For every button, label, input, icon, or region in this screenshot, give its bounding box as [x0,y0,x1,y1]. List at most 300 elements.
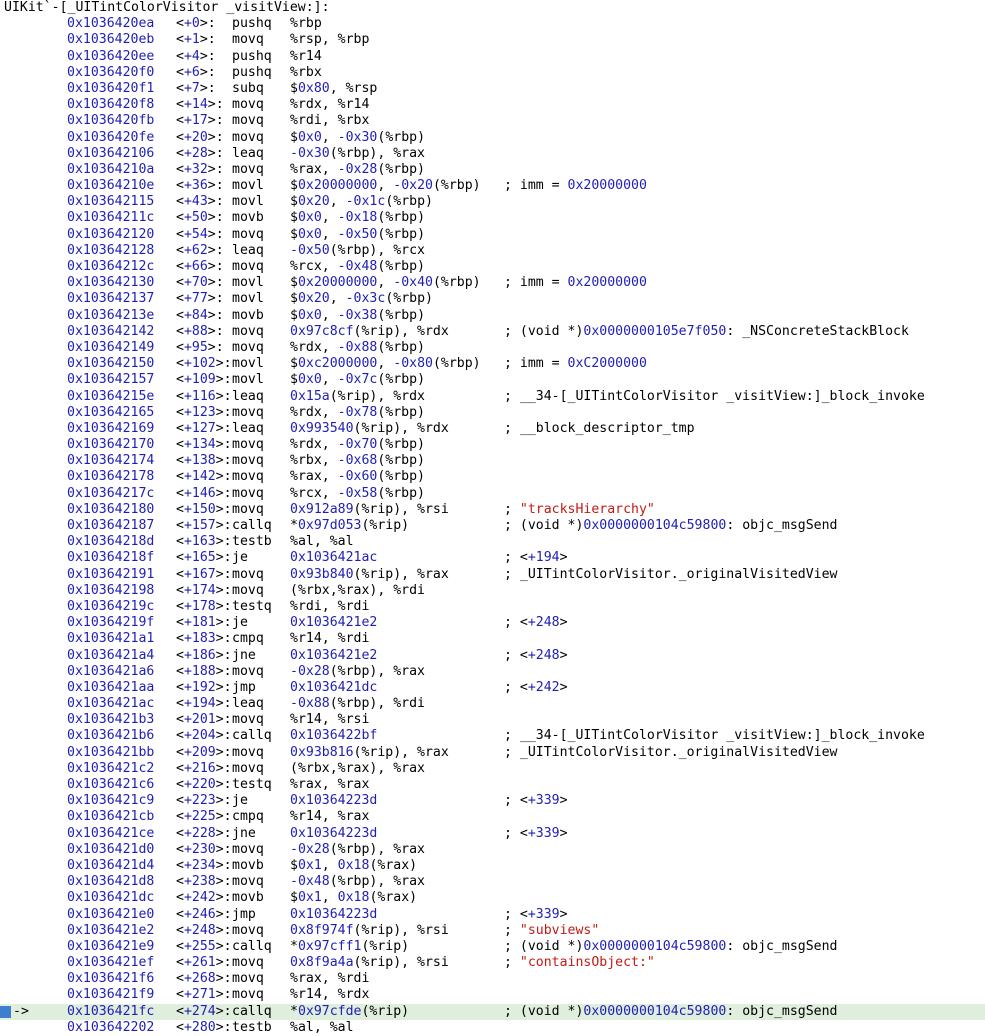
program-counter-gutter [0,1004,60,1020]
function-header: UIKit`-[_UITintColorVisitor _visitView:]: [4,0,330,15]
instruction-address: 0x1036421c9 [67,793,155,809]
instruction-offset: <+201>: [176,712,232,728]
instruction-address: 0x103642157 [67,372,155,388]
instruction-address: 0x103642106 [67,145,155,161]
instruction-mnemonic: movb [232,210,264,226]
instruction-row[interactable] [0,890,985,906]
instruction-offset: <+43>: [176,194,224,210]
instruction-address: 0x1036421f9 [67,987,155,1003]
instruction-address: 0x1036420fe [67,129,155,145]
instruction-operands: %rdx, -0x70(%rbp) [290,437,425,453]
instruction-operands: %rcx, -0x58(%rbp) [290,485,425,501]
instruction-address: 0x10364210e [67,178,155,194]
instruction-row[interactable] [0,939,985,955]
instruction-mnemonic: testb [232,1019,272,1035]
instruction-address: 0x10364218d [67,534,155,550]
instruction-mnemonic: callq [232,938,272,954]
instruction-row[interactable] [0,291,985,307]
instruction-offset: <+261>: [176,955,232,971]
instruction-operands: $0xc2000000, -0x80(%rbp) [290,356,481,372]
instruction-row[interactable] [0,113,985,129]
instruction-mnemonic: movq [232,469,264,485]
instruction-row[interactable] [0,631,985,647]
instruction-mnemonic: jne [232,647,256,663]
instruction-offset: <+192>: [176,679,232,695]
instruction-row[interactable] [0,583,985,599]
instruction-mnemonic: movq [232,841,264,857]
instruction-mnemonic: movq [232,566,264,582]
instruction-address: 0x1036421bb [67,744,155,760]
instruction-mnemonic: movl [232,275,264,291]
instruction-operands: 0x10364223d [290,793,378,809]
instruction-comment: ; __block_descriptor_tmp [504,420,695,436]
instruction-row[interactable] [0,178,985,194]
instruction-offset: <+165>: [176,550,232,566]
instruction-operands: %al, %al [290,534,354,550]
instruction-row[interactable] [0,777,985,793]
instruction-address: 0x103642178 [67,469,155,485]
instruction-row[interactable] [0,712,985,728]
instruction-comment: ; "containsObject:" [504,955,655,971]
instruction-mnemonic: movl [232,178,264,194]
instruction-mnemonic: movb [232,857,264,873]
instruction-row[interactable] [0,65,985,81]
instruction-operands: (%rbx,%rax), %rax [290,760,425,776]
instruction-row[interactable] [0,486,985,502]
instruction-address: 0x1036421e0 [67,906,155,922]
instruction-operands: %rax, %rdi [290,971,370,987]
instruction-offset: <+0>: [176,16,216,32]
instruction-row[interactable] [0,340,985,356]
instruction-address: 0x1036421e2 [67,922,155,938]
instruction-row[interactable] [0,826,985,842]
instruction-row[interactable] [0,324,985,340]
instruction-mnemonic: je [232,793,248,809]
instruction-address: 0x10364215e [67,388,155,404]
instruction-address: 0x1036421dc [67,890,155,906]
instruction-address: 0x10364210a [67,161,155,177]
instruction-mnemonic: movq [232,971,264,987]
instruction-offset: <+146>: [176,485,232,501]
instruction-row[interactable] [0,842,985,858]
instruction-operands: $0x1, 0x18(%rax) [290,890,418,906]
instruction-offset: <+20>: [176,129,224,145]
instruction-mnemonic: movl [232,194,264,210]
instruction-mnemonic: movq [232,404,264,420]
instruction-offset: <+238>: [176,874,232,890]
instruction-operands: 0x1036421e2 [290,647,378,663]
instruction-address: 0x1036421ce [67,825,155,841]
instruction-address: 0x103642120 [67,226,155,242]
instruction-mnemonic: leaq [232,145,264,161]
instruction-operands: %al, %al [290,1019,354,1035]
instruction-offset: <+77>: [176,291,224,307]
current-instruction-row[interactable] [0,1004,985,1020]
instruction-row[interactable] [0,81,985,97]
instruction-mnemonic: callq [232,728,272,744]
instruction-mnemonic: movq [232,663,264,679]
instruction-offset: <+220>: [176,777,232,792]
instruction-offset: <+116>: [176,388,232,404]
instruction-mnemonic: pushq [232,16,272,32]
instruction-operands: 0x8f9a4a(%rip), %rsi [290,955,449,971]
instruction-address: 0x1036420ee [67,48,155,64]
instruction-operands: *0x97cfde(%rip) [290,1003,410,1019]
instruction-row[interactable] [0,728,985,744]
instruction-address: 0x10364218f [67,550,155,566]
instruction-comment: ; imm = 0x20000000 [504,178,647,194]
instruction-operands: 0x93b816(%rip), %rax [290,744,449,760]
instruction-mnemonic: movq [232,161,264,177]
instruction-row[interactable] [0,405,985,421]
instruction-offset: <+234>: [176,857,232,873]
instruction-address: 0x103642165 [67,404,155,420]
instruction-address: 0x103642142 [67,323,155,339]
instruction-address: 0x1036421ac [67,696,155,712]
instruction-operands: %rdi, %rbx [290,113,370,129]
instruction-row[interactable] [0,971,985,987]
instruction-offset: <+228>: [176,825,232,841]
instruction-operands: $0x20, -0x3c(%rbp) [290,291,433,307]
instruction-operands: 0x97c8cf(%rip), %rdx [290,323,449,339]
instruction-mnemonic: jmp [232,906,256,922]
instruction-address: 0x1036421c2 [67,760,155,776]
instruction-comment: ; "tracksHierarchy" [504,501,655,517]
instruction-offset: <+123>: [176,404,232,420]
instruction-comment: ; __34-[_UITintColorVisitor _visitView:]_block_invoke [504,728,925,744]
instruction-address: 0x1036421a4 [67,647,155,663]
current-line-arrow-icon: -> [13,1003,29,1019]
instruction-comment: ; "subviews" [504,922,600,938]
instruction-offset: <+36>: [176,178,224,194]
instruction-offset: <+186>: [176,647,232,663]
instruction-address: 0x1036421a1 [67,631,155,647]
instruction-offset: <+271>: [176,987,232,1003]
instruction-row[interactable] [0,437,985,453]
instruction-mnemonic: movq [232,744,264,760]
instruction-operands: %rdi, %rdi [290,598,370,614]
instruction-row[interactable] [0,955,985,971]
instruction-mnemonic: movq [232,226,264,242]
instruction-mnemonic: movq [232,339,264,355]
instruction-mnemonic: je [232,550,248,566]
instruction-address: 0x1036421b3 [67,712,155,728]
instruction-offset: <+248>: [176,922,232,938]
instruction-address: 0x1036421aa [67,679,155,695]
instruction-comment: ; <+242> [504,679,568,695]
instruction-row[interactable] [0,809,985,825]
instruction-offset: <+174>: [176,582,232,598]
instruction-mnemonic: movq [232,501,264,517]
instruction-offset: <+230>: [176,841,232,857]
instruction-operands: %rdx, -0x78(%rbp) [290,404,425,420]
instruction-row[interactable] [0,987,985,1003]
instruction-row[interactable] [0,907,985,923]
instruction-row[interactable] [0,567,985,583]
instruction-operands: *0x97cff1(%rip) [290,938,410,954]
instruction-row[interactable] [0,599,985,615]
instruction-operands: $0x0, -0x30(%rbp) [290,129,426,145]
instruction-address: 0x10364219c [67,598,155,614]
instruction-offset: <+127>: [176,420,232,436]
instruction-operands: 0x8f974f(%rip), %rsi [290,922,449,938]
instruction-row[interactable] [0,275,985,291]
instruction-row[interactable] [0,793,985,809]
instruction-operands: -0x28(%rbp), %rax [290,841,425,857]
instruction-comment: ; _UITintColorVisitor._originalVisitedView [504,566,838,582]
instruction-operands: %rbx [290,64,322,80]
instruction-mnemonic: leaq [232,420,264,436]
instruction-mnemonic: movq [232,582,264,598]
instruction-operands: 0x912a89(%rip), %rsi [290,501,449,517]
instruction-operands: -0x50(%rbp), %rcx [290,242,425,258]
instruction-row[interactable] [0,874,985,890]
instruction-offset: <+50>: [176,210,224,226]
instruction-mnemonic: pushq [232,64,272,80]
instruction-operands: %r14, %rdx [290,987,370,1003]
instruction-row[interactable] [0,502,985,518]
instruction-row[interactable] [0,227,985,243]
instruction-row[interactable] [0,453,985,469]
instruction-offset: <+150>: [176,501,232,517]
instruction-offset: <+62>: [176,242,224,258]
instruction-offset: <+95>: [176,339,224,355]
instruction-row[interactable] [0,534,985,550]
instruction-row[interactable] [0,389,985,405]
instruction-address: 0x103642202 [67,1019,155,1035]
instruction-operands: %rbx, -0x68(%rbp) [290,453,425,469]
instruction-row[interactable] [0,923,985,939]
instruction-address: 0x103642137 [67,291,155,307]
instruction-comment: ; <+339> [504,793,568,809]
instruction-operands: %rax, -0x28(%rbp) [290,161,425,177]
instruction-offset: <+268>: [176,971,232,987]
instruction-operands: -0x28(%rbp), %rax [290,663,425,679]
instruction-operands: $0x0, -0x7c(%rbp) [290,372,426,388]
instruction-mnemonic: movq [232,113,264,129]
instruction-offset: <+4>: [176,48,216,64]
instruction-mnemonic: movq [232,485,264,501]
instruction-operands: $0x20, -0x1c(%rbp) [290,194,433,210]
instruction-offset: <+28>: [176,145,224,161]
instruction-row[interactable] [0,1020,985,1036]
instruction-address: 0x103642169 [67,420,155,436]
instruction-operands: %rax, -0x60(%rbp) [290,469,425,485]
instruction-address: 0x103642198 [67,582,155,598]
instruction-address: 0x10364213e [67,307,155,323]
instruction-row[interactable] [0,146,985,162]
instruction-mnemonic: movq [232,955,264,971]
instruction-operands: 0x93b840(%rip), %rax [290,566,449,582]
instruction-offset: <+242>: [176,890,232,906]
instruction-offset: <+194>: [176,696,232,712]
instruction-operands: 0x1036421ac [290,550,378,566]
instruction-comment: ; <+339> [504,825,568,841]
instruction-operands: %r14, %rdi [290,631,370,647]
instruction-mnemonic: movq [232,987,264,1003]
instruction-offset: <+163>: [176,534,232,550]
instruction-offset: <+223>: [176,793,232,809]
instruction-offset: <+274>: [176,1003,232,1019]
instruction-row[interactable] [0,421,985,437]
instruction-operands: 0x10364223d [290,825,378,841]
instruction-address: 0x1036421a6 [67,663,155,679]
instruction-comment: ; _UITintColorVisitor._originalVisitedView [504,744,838,760]
instruction-offset: <+70>: [176,275,224,291]
instruction-operands: 0x993540(%rip), %rdx [290,420,449,436]
instruction-address: 0x1036420f1 [67,80,155,96]
instruction-address: 0x1036421d8 [67,874,155,890]
instruction-mnemonic: movq [232,453,264,469]
instruction-mnemonic: testq [232,777,272,792]
instruction-mnemonic: leaq [232,242,264,258]
instruction-offset: <+7>: [176,80,216,96]
instruction-mnemonic: movq [232,323,264,339]
instruction-operands: -0x30(%rbp), %rax [290,145,425,161]
instruction-row[interactable] [0,761,985,777]
instruction-row[interactable] [0,16,985,32]
instruction-row[interactable] [0,696,985,712]
instruction-row[interactable] [0,518,985,534]
instruction-list [0,16,985,1036]
instruction-row[interactable] [0,32,985,48]
breakpoint-marker-icon[interactable] [0,1006,11,1018]
instruction-operands: $0x0, -0x18(%rbp) [290,210,426,226]
instruction-mnemonic: callq [232,1003,272,1019]
instruction-operands: $0x0, -0x50(%rbp) [290,226,426,242]
instruction-operands: -0x88(%rbp), %rdi [290,696,425,712]
instruction-comment: ; __34-[_UITintColorVisitor _visitView:]_block_invoke [504,388,925,404]
instruction-mnemonic: movl [232,291,264,307]
instruction-address: 0x1036421d0 [67,841,155,857]
instruction-operands: $0x1, 0x18(%rax) [290,857,418,873]
instruction-address: 0x1036421ef [67,955,155,971]
instruction-operands: %rdx, %r14 [290,97,370,113]
instruction-offset: <+32>: [176,161,224,177]
instruction-offset: <+204>: [176,728,232,744]
instruction-row[interactable] [0,308,985,324]
instruction-offset: <+157>: [176,518,232,533]
instruction-address: 0x1036420ea [67,16,155,32]
instruction-offset: <+134>: [176,437,232,453]
instruction-mnemonic: movb [232,307,264,323]
instruction-comment: ; <+248> [504,615,568,631]
instruction-address: 0x103642174 [67,453,155,469]
instruction-mnemonic: movl [232,356,264,372]
instruction-address: 0x10364211c [67,210,155,226]
instruction-address: 0x1036421d4 [67,857,155,873]
instruction-operands: *0x97d053(%rip) [290,518,410,533]
instruction-row[interactable] [0,550,985,566]
instruction-mnemonic: testq [232,598,272,614]
instruction-offset: <+109>: [176,372,232,388]
instruction-comment: ; <+248> [504,647,568,663]
instruction-offset: <+167>: [176,566,232,582]
instruction-address: 0x1036421c6 [67,777,155,792]
instruction-row[interactable] [0,372,985,388]
instruction-offset: <+17>: [176,113,224,129]
instruction-address: 0x1036420eb [67,32,155,48]
instruction-address: 0x1036421e9 [67,938,155,954]
instruction-mnemonic: jne [232,825,256,841]
instruction-row[interactable] [0,680,985,696]
instruction-comment: ; (void *)0x0000000104c59800: objc_msgSend [504,518,838,533]
instruction-offset: <+142>: [176,469,232,485]
instruction-row[interactable] [0,745,985,761]
instruction-offset: <+1>: [176,32,216,48]
instruction-operands: 0x1036421dc [290,679,378,695]
instruction-offset: <+102>: [176,356,232,372]
instruction-operands: %r14 [290,48,322,64]
instruction-address: 0x103642130 [67,275,155,291]
instruction-row[interactable] [0,97,985,113]
instruction-comment: ; (void *)0x0000000104c59800: objc_msgSend [504,938,838,954]
instruction-operands: $0x20000000, -0x20(%rbp) [290,178,481,194]
instruction-offset: <+216>: [176,760,232,776]
instruction-row[interactable] [0,243,985,259]
instruction-mnemonic: jmp [232,679,256,695]
instruction-mnemonic: testb [232,534,272,550]
instruction-row[interactable] [0,858,985,874]
instruction-row[interactable] [0,259,985,275]
instruction-address: 0x103642149 [67,339,155,355]
instruction-address: 0x103642128 [67,242,155,258]
instruction-operands: $0x0, -0x38(%rbp) [290,307,426,323]
instruction-row[interactable] [0,469,985,485]
instruction-row[interactable] [0,130,985,146]
instruction-address: 0x1036421cb [67,809,155,825]
instruction-row[interactable] [0,162,985,178]
instruction-offset: <+225>: [176,809,232,825]
instruction-row[interactable] [0,356,985,372]
instruction-row[interactable] [0,664,985,680]
instruction-comment: ; (void *)0x0000000104c59800: objc_msgSend [504,1003,838,1019]
instruction-mnemonic: movq [232,97,264,113]
instruction-comment: ; <+339> [504,906,568,922]
instruction-address: 0x103642191 [67,566,155,582]
instruction-address: 0x10364217c [67,485,155,501]
instruction-mnemonic: je [232,615,248,631]
instruction-row[interactable] [0,210,985,226]
instruction-mnemonic: pushq [232,48,272,64]
instruction-address: 0x10364219f [67,615,155,631]
instruction-address: 0x103642115 [67,194,155,210]
instruction-operands: %r14, %rsi [290,712,370,728]
instruction-address: 0x10364212c [67,259,155,274]
instruction-operands: %rdx, -0x88(%rbp) [290,339,425,355]
instruction-offset: <+181>: [176,615,232,631]
instruction-mnemonic: leaq [232,388,264,404]
instruction-row[interactable] [0,648,985,664]
instruction-operands: $0x20000000, -0x40(%rbp) [290,275,481,291]
instruction-offset: <+138>: [176,453,232,469]
instruction-mnemonic: movq [232,712,264,728]
instruction-mnemonic: movq [232,922,264,938]
instruction-row[interactable] [0,194,985,210]
instruction-operands: %rbp [290,16,322,32]
instruction-mnemonic: leaq [232,696,264,712]
instruction-mnemonic: cmpq [232,631,264,647]
instruction-operands: $0x80, %rsp [290,80,378,96]
instruction-address: 0x1036421f6 [67,971,155,987]
instruction-operands: -0x48(%rbp), %rax [290,874,425,890]
instruction-operands: %rax, %rax [290,777,370,792]
instruction-row[interactable] [0,615,985,631]
instruction-mnemonic: movq [232,32,264,48]
instruction-mnemonic: movq [232,760,264,776]
instruction-row[interactable] [0,49,985,65]
instruction-offset: <+280>: [176,1019,232,1035]
